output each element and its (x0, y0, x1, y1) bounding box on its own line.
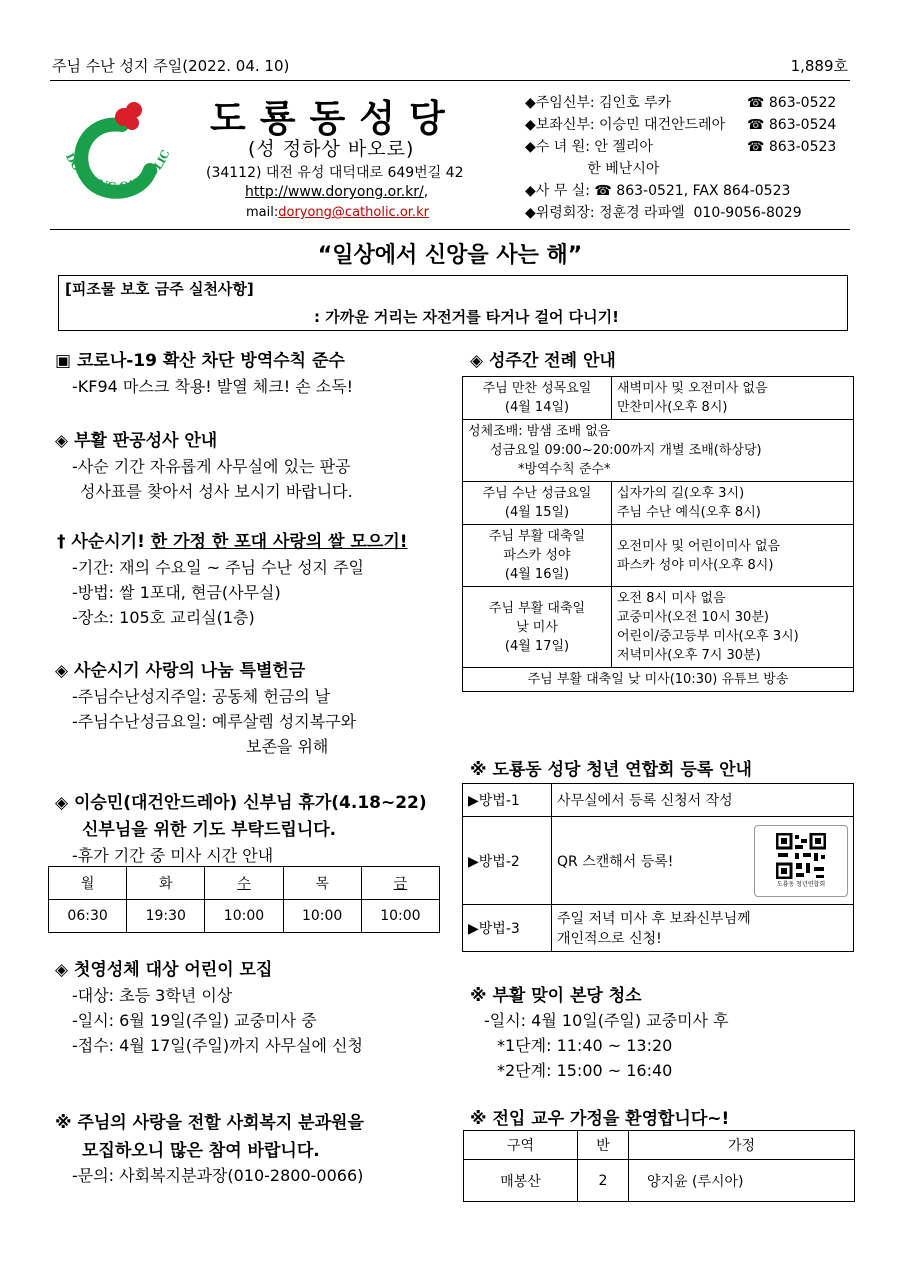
vacation-heading: ◈ 이승민(대건안드레아) 신부님 휴가(4.18~22) (55, 793, 427, 813)
qr-code[interactable] (754, 825, 848, 897)
offering-heading: ◈ 사순시기 사랑의 나눔 특별헌금 (55, 661, 306, 681)
method-text: QR 스캔해서 등록! (557, 853, 674, 870)
method-label: ▶방법-1 (463, 784, 552, 817)
table-row (464, 1160, 855, 1202)
column-header: 가정 (629, 1131, 855, 1160)
confession-text: -사순 기간 자유롭게 사무실에 있는 판공 (72, 457, 351, 476)
table-row (463, 668, 854, 692)
confession-text: 성사표를 찾아서 성사 보시기 바랍니다. (80, 482, 353, 501)
welfare-heading: ※ 주님의 사랑을 전할 사회복지 분과원을 (55, 1113, 364, 1133)
parish-address: (34112) 대전 유성 대덕대로 649번길 42 (206, 165, 464, 181)
website (245, 184, 428, 200)
vacation-note: -휴가 기간 중 미사 시간 안내 (72, 846, 274, 865)
cell-text: (4월 16일) (504, 567, 570, 582)
contact-phone: ☎ 863-0523 (747, 139, 837, 155)
confession-heading: ◈ 부활 판공성사 안내 (55, 431, 218, 451)
table-cell (463, 525, 612, 587)
offering-line: 보존을 위해 (246, 737, 329, 756)
table-row (464, 1131, 855, 1160)
time-cell: 19:30 (127, 900, 205, 933)
rice-heading-main: 한 가정 한 포대 사랑의 쌀 모으기! (150, 532, 408, 552)
cell-text: (4월 14일) (504, 400, 570, 415)
youth-registration-table (462, 783, 854, 952)
table-cell: 주님 부활 대축일 낮 미사(10:30) 유튜브 방송 (463, 668, 854, 692)
rice-line: -장소: 105호 교리실(1층) (72, 608, 255, 627)
cell-text: 주님 부활 대축일 (488, 600, 586, 616)
cell-text: 주님 만찬 성목요일 (482, 381, 592, 396)
contact-phone: ☎ 863-0522 (747, 95, 837, 111)
notice-title: [피조물 보호 금주 실천사항] (65, 280, 254, 298)
welfare-heading-2: 모집하오니 많은 참여 바랍니다. (82, 1141, 320, 1161)
logo-text: DORYONG CATHOLIC (62, 148, 173, 194)
time-cell: 10:00 (361, 900, 439, 933)
contact-label: 한 베난시아 (525, 161, 660, 177)
rice-line: -방법: 쌀 1포대, 현금(사무실) (72, 583, 281, 602)
day-cell: 화 (127, 867, 205, 900)
day-cell: 목 (283, 867, 361, 900)
qr-icon (776, 833, 826, 879)
table-row (463, 420, 854, 482)
method-text: 사무실에서 등록 신청서 작성 (552, 784, 854, 817)
table-cell (612, 482, 854, 525)
table-row (463, 377, 854, 420)
cleaning-line: -일시: 4월 10일(주일) 교중미사 후 (484, 1011, 729, 1030)
welcome-heading: ※ 전입 교우 가정을 환영합니다~! (470, 1109, 730, 1129)
divider (50, 229, 850, 230)
cleaning-line: *1단계: 11:40 ~ 13:20 (497, 1036, 673, 1055)
date-line (52, 55, 848, 76)
cell-text: 주님 수난 예식(오후 8시) (617, 505, 761, 520)
time-cell: 10:00 (205, 900, 283, 933)
cell-text: 파스카 성야 미사(오후 8시) (617, 557, 774, 573)
contact-row (525, 92, 837, 114)
cell-text: 파스카 성야 (503, 548, 571, 563)
communion-line: -접수: 4월 17일(주일)까지 사무실에 신청 (72, 1036, 363, 1055)
table-row (463, 817, 854, 905)
covid-text: -KF94 마스크 착용! 발열 체크! 손 소독! (72, 377, 354, 396)
offering-line: -주님수난성금요일: 예루살렘 성지복구와 (72, 712, 357, 731)
email-link[interactable]: doryong@catholic.or.kr (278, 205, 429, 220)
divider (50, 80, 850, 81)
cell-text: 오전 8시 미사 없음 (617, 591, 726, 606)
rice-heading-prefix: † 사순시기! (57, 532, 151, 552)
contact-label: ◆위령회장: 정훈경 라파엘 010-9056-8029 (525, 205, 802, 221)
table-row (463, 784, 854, 817)
cell-text: 주님 수난 성금요일 (482, 486, 592, 501)
table-cell (463, 377, 612, 420)
day-cell: 수 (205, 867, 283, 900)
parish-logo (52, 95, 182, 220)
cell-text: 성금요일 09:00~20:00까지 개별 조배(하상당) (490, 443, 762, 458)
table-cell: 매봉산 (464, 1160, 578, 1202)
table-cell (612, 377, 854, 420)
day-cell: 월 (49, 867, 127, 900)
cleaning-heading: ※ 부활 맞이 본당 청소 (470, 986, 642, 1006)
contact-row (525, 136, 837, 158)
method-label: ▶방법-2 (463, 817, 552, 905)
contact-label: ◆주임신부: 김인호 루카 (525, 95, 672, 111)
cell-text: 새벽미사 및 오전미사 없음 (617, 381, 768, 396)
cell-text: *방역수칙 준수* (518, 462, 611, 477)
contact-row (525, 180, 802, 202)
table-cell (463, 482, 612, 525)
mass-time-table (48, 866, 440, 933)
day-cell: 금 (361, 867, 439, 900)
table-row (49, 900, 440, 933)
qr-caption: 도룡동 청년연합회 (776, 881, 826, 888)
offering-line: -주님수난성지주일: 공동체 헌금의 날 (72, 687, 331, 706)
table-row (463, 482, 854, 525)
table-cell (612, 525, 854, 587)
contact-row (525, 158, 802, 180)
cell-text: 어린이/중고등부 미사(오후 3시) (617, 629, 799, 644)
year-motto: “일상에서 신앙을 사는 해” (317, 243, 583, 268)
rice-line: -기간: 재의 수요일 ~ 주님 수난 성지 주일 (72, 558, 365, 577)
contact-row (525, 114, 837, 136)
issue-number: 1,889호 (790, 57, 848, 75)
patron-saint: (성 정하상 바오로) (248, 138, 415, 160)
time-cell: 06:30 (49, 900, 127, 933)
parish-name: 도룡동성당 (210, 97, 459, 140)
table-cell (463, 420, 854, 482)
contact-row (525, 202, 802, 224)
table-row (49, 867, 440, 900)
table-cell: 2 (578, 1160, 629, 1202)
contact-list (525, 92, 837, 224)
covid-heading: ▣ 코로나-19 확산 차단 방역수칙 준수 (55, 351, 345, 371)
contact-label: ◆수 녀 원: 안 젤리아 (525, 139, 653, 155)
website-link[interactable]: http://www.doryong.or.kr/ (245, 184, 424, 200)
issue-date: 주님 수난 성지 주일(2022. 04. 10) (52, 57, 290, 75)
url-comma: , (423, 184, 429, 200)
cell-text: (4월 17일) (504, 638, 570, 654)
table-row (463, 905, 854, 952)
method-label: ▶방법-3 (463, 905, 552, 952)
communion-line: -대상: 초등 3학년 이상 (72, 986, 233, 1005)
mail-prefix: mail: (246, 205, 279, 220)
contact-phone: ☎ 863-0524 (747, 117, 837, 133)
method-cell (552, 905, 854, 952)
table-cell (612, 587, 854, 668)
table-row (463, 587, 854, 668)
communion-heading: ◈ 첫영성체 대상 어린이 모집 (55, 960, 273, 980)
cell-text: 만찬미사(오후 8시) (617, 400, 728, 415)
method-cell (552, 817, 854, 905)
holy-week-heading: ◈ 성주간 전례 안내 (470, 351, 616, 371)
cell-text: 저녁미사(오후 7시 30분) (617, 648, 761, 663)
table-cell: 양지윤 (루시아) (629, 1160, 855, 1202)
cleaning-line: *2단계: 15:00 ~ 16:40 (497, 1061, 673, 1080)
cell-text: 교중미사(오전 10시 30분) (617, 610, 769, 625)
notice-box (58, 275, 848, 331)
cell-text: 오전미사 및 어린이미사 없음 (617, 538, 781, 554)
email (246, 205, 429, 220)
cell-text: 성체조배: 밤샘 조배 없음 (468, 424, 611, 439)
notice-text: : 가까운 거리는 자전거를 타거나 걸어 다니기! (314, 308, 619, 326)
column-header: 반 (578, 1131, 629, 1160)
youth-heading: ※ 도룡동 성당 청년 연합회 등록 안내 (470, 760, 752, 780)
contact-label: ◆사 무 실: ☎ 863-0521, FAX 864-0523 (525, 183, 791, 199)
method-text: 주일 저녁 미사 후 보좌신부님께 (557, 911, 751, 927)
contact-label: ◆보좌신부: 이승민 대건안드레아 (525, 117, 726, 133)
table-row (463, 525, 854, 587)
cell-text: 낮 미사 (516, 619, 558, 635)
communion-line: -일시: 6월 19일(주일) 교중미사 중 (72, 1011, 317, 1030)
method-text: 개인적으로 신청! (557, 931, 662, 947)
welfare-contact: -문의: 사회복지분과장(010-2800-0066) (72, 1166, 364, 1185)
table-cell (463, 587, 612, 668)
holy-week-table (462, 376, 854, 692)
column-header: 구역 (464, 1131, 578, 1160)
vacation-heading-2: 신부님을 위한 기도 부탁드립니다. (82, 820, 337, 840)
welcome-table (463, 1130, 855, 1202)
cell-text: (4월 15일) (504, 505, 570, 520)
cell-text: 주님 부활 대축일 (488, 529, 586, 544)
time-cell: 10:00 (283, 900, 361, 933)
rice-heading (57, 527, 408, 552)
cell-text: 십자가의 길(오후 3시) (617, 486, 745, 501)
